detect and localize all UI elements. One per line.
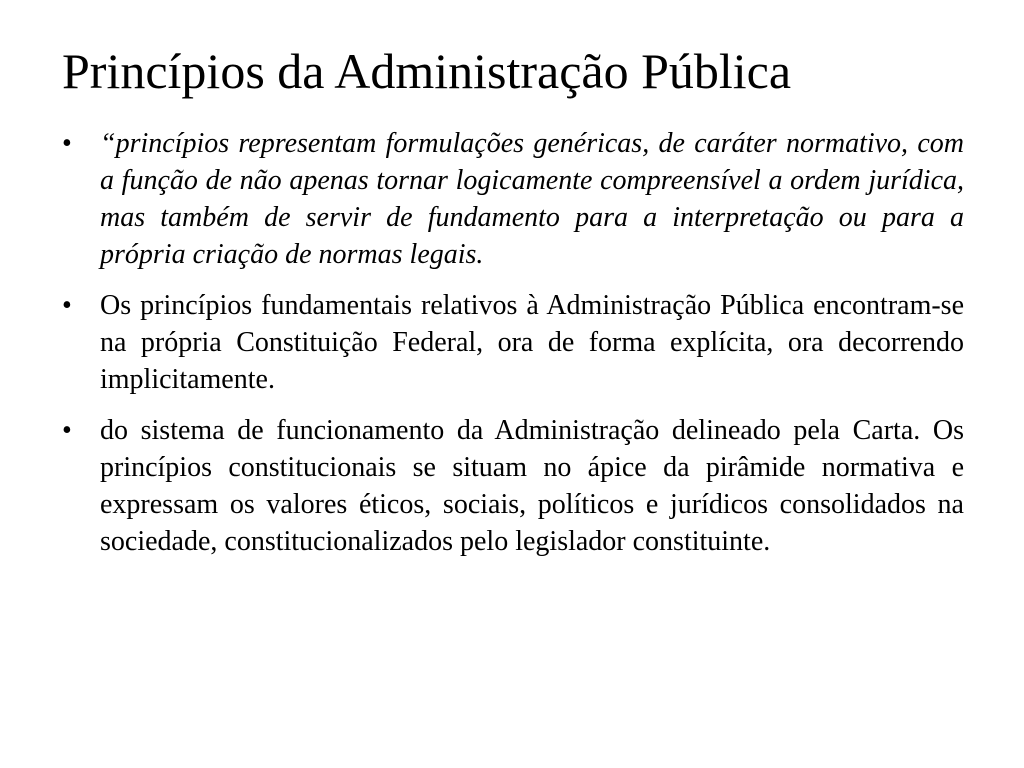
bullet-text-definition: “princípios representam formulações genéricas, de caráter normativo, com a função de não apenas tornar logicamente compreensível a ordem jurídica, mas também de servir de fundamento para a interpretação ou para a própria criação de normas legais. [100, 128, 964, 270]
slide-title: Princípios da Administração Pública [62, 43, 792, 99]
bullet-item-definition [62, 125, 964, 273]
bullet-icon: • [62, 128, 72, 159]
bullet-list [62, 125, 964, 574]
bullet-icon: • [62, 415, 72, 446]
bullet-text-constitution: Os princípios fundamentais relativos à Administração Pública encontram-se na própria Constituição Federal, ora de forma explícita, ora decorrendo implicitamente. [100, 290, 964, 395]
bullet-item-system [62, 412, 964, 560]
bullet-icon: • [62, 290, 72, 321]
bullet-item-constitution [62, 287, 964, 398]
bullet-text-system: do sistema de funcionamento da Administração delineado pela Carta. Os princípios constitucionais se situam no ápice da pirâmide normativa e expressam os valores éticos, sociais, políticos e jurídicos consolidados na sociedade, constitucionalizados pelo legislador constituinte. [100, 415, 964, 557]
